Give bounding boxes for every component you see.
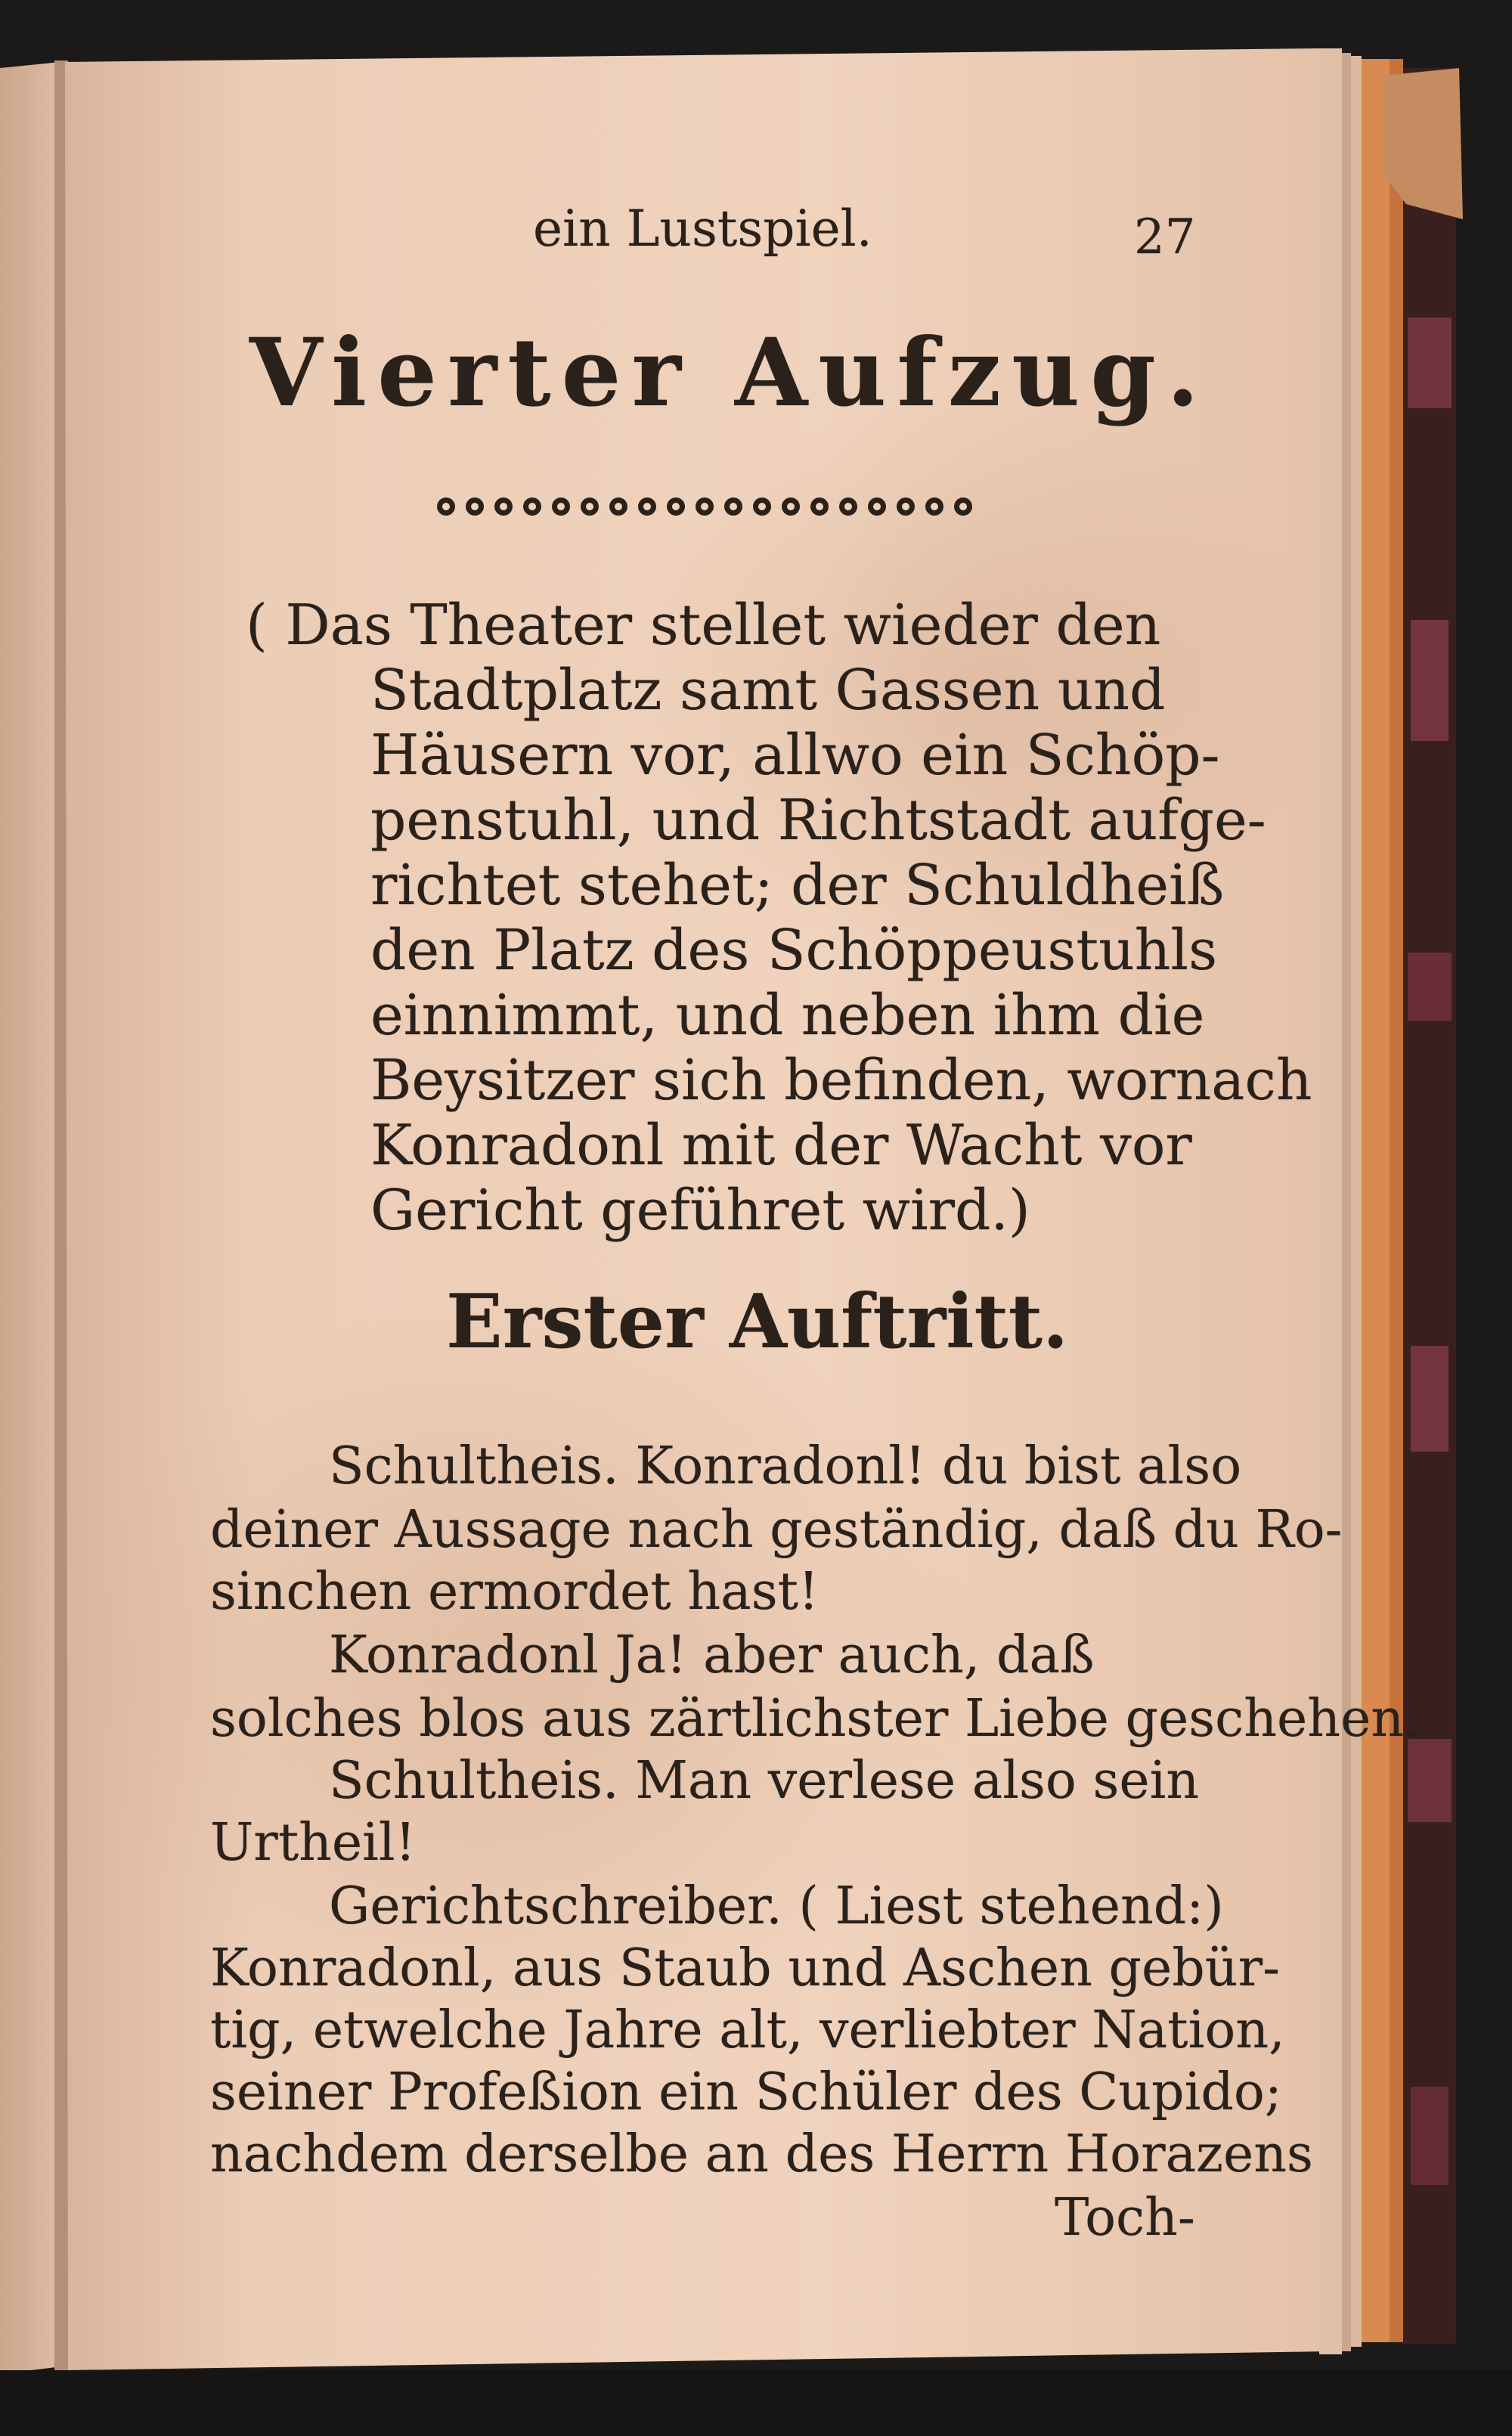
scene-title: Erster Auftritt. [446,1278,1069,1365]
page-number: 27 [1134,209,1196,265]
act-title: Vierter Aufzug. [249,318,1210,428]
dialogue-line: Konradonl, aus Staub und Aschen gebür- [210,1939,1281,1998]
dialogue-line: deiner Aussage nach geständig, daß du Ro- [210,1500,1343,1560]
dialogue-line: Urtheil! [210,1813,416,1873]
stage-direction-line: ( Das Theater stellet wieder den [246,593,1161,658]
stage-direction-line: richtet stehet; der Schuldheiß [370,853,1225,918]
ornament-divider [431,493,975,520]
stage-direction-line: Häusern vor, allwo ein Schöp- [370,723,1220,788]
catchword: Toch- [1055,2188,1195,2248]
dialogue-line: Gerichtschreiber. ( Liest stehend:) [329,1877,1224,1936]
running-header: ein Lustspiel. [533,200,872,258]
dialogue-line: solches blos aus zärtlichster Liebe geschehen. [210,1689,1421,1749]
dialogue-line: sinchen ermordet hast! [210,1562,820,1622]
stage-direction-line: Konradonl mit der Wacht vor [370,1113,1192,1178]
dialogue-line: seiner Profeßion ein Schüler des Cupido; [210,2063,1282,2122]
dialogue-line: Schultheis. Konradonl! du bist also [329,1436,1242,1496]
dialogue-line: Schultheis. Man verlese also sein [329,1751,1200,1811]
dialogue-line: Konradonl Ja! aber auch, daß [329,1626,1095,1685]
stage-direction-line: penstuhl, und Richtstadt aufge- [370,788,1266,853]
stage-direction-line: Gericht geführet wird.) [370,1178,1030,1243]
dialogue-line: nachdem derselbe an des Herrn Horazens [210,2125,1313,2184]
stage-direction-line: einnimmt, und neben ihm die [370,983,1205,1048]
stage-direction-line: Stadtplatz samt Gassen und [370,658,1166,723]
stage-direction-line: den Platz des Schöppeustuhls [370,918,1218,983]
dialogue-line: tig, etwelche Jahre alt, verliebter Nation, [210,2001,1285,2060]
stage-direction-line: Beysitzer sich befinden, wornach [370,1048,1312,1113]
